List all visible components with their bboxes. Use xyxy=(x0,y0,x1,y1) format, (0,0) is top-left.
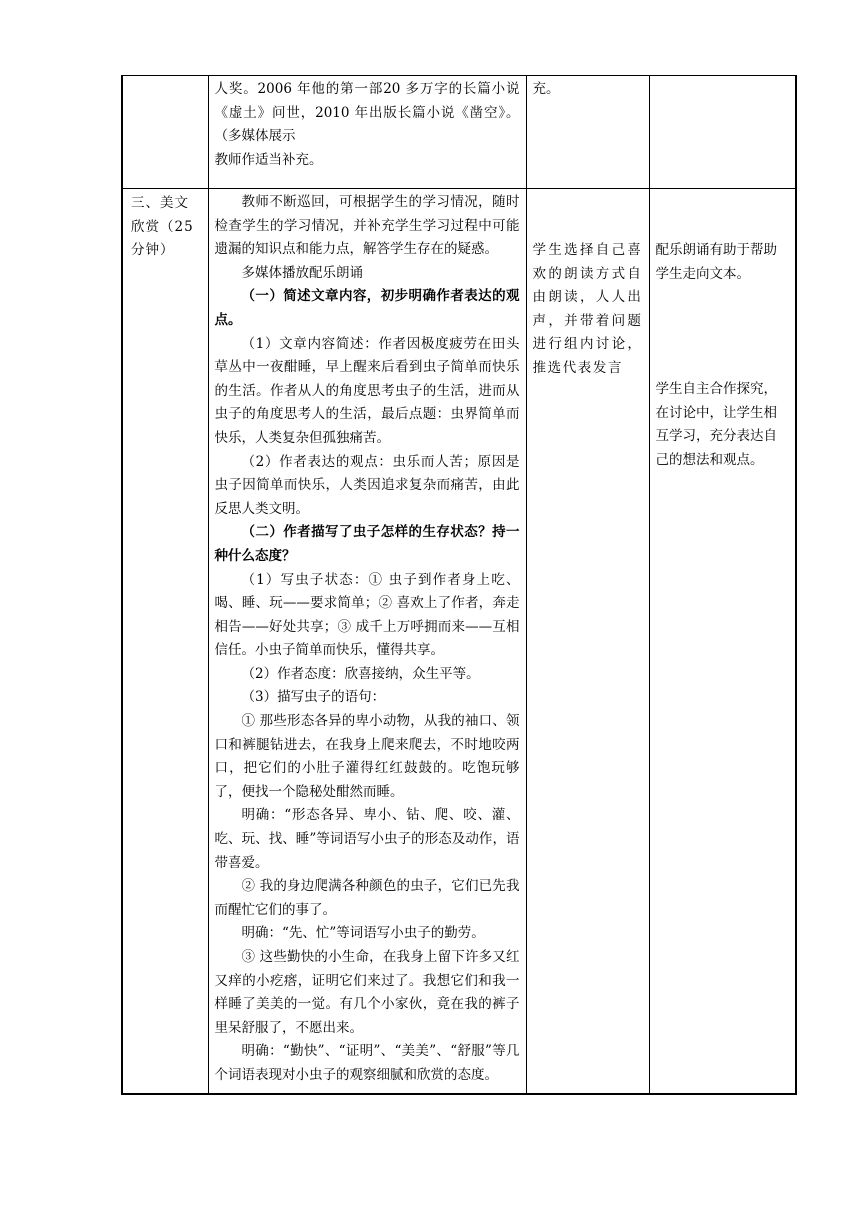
student-activity-cell xyxy=(526,76,649,189)
teacher-activity-cell xyxy=(208,189,526,1094)
content-paragraph: 人奖。2006 年他的第一部20 多万字的长篇小说《虚土》问世，2010 年出版长篇小说《凿空》。（多媒体展示 xyxy=(214,81,520,145)
answer-paragraph: 明确：“勤快”、“证明”、“美美”、“舒服”等几个词语表现对小虫子的观察细腻和欣赏的态度。 xyxy=(214,1043,520,1083)
design-intent-text: 配乐朗诵有助于帮助学生走向文本。 xyxy=(655,242,777,282)
table-row xyxy=(122,189,796,1094)
section-heading: （二）作者描写了虫子怎样的生存状态？持一种什么态度？ xyxy=(214,524,520,564)
stage-label xyxy=(123,76,208,79)
stage-label: 三、美文欣赏（25 分钟） xyxy=(131,195,194,259)
stage-cell xyxy=(122,189,208,1094)
answer-paragraph: 明确：“形态各异、卑小、钻、爬、咬、灌、吃、玩、找、睡”等词语写小虫子的形态及动作，语带喜爱。 xyxy=(214,807,520,871)
content-paragraph: （2）作者态度：欣喜接纳，众生平等。 xyxy=(241,665,480,682)
design-intent-cell xyxy=(649,76,796,189)
design-intent-cell xyxy=(649,189,796,1094)
student-activity-text: 充。 xyxy=(532,81,560,97)
table-row xyxy=(122,76,796,189)
student-activity-text: 学生选择自己喜欢的朗读方式自由朗读，人人出声，并带着问题进行组内讨论，推选代表发言 xyxy=(532,242,643,376)
answer-paragraph: 明确：“先、忙”等词语写小虫子的勤劳。 xyxy=(241,925,485,942)
section-heading: （一）简述文章内容，初步明确作者表达的观点。 xyxy=(214,288,520,328)
content-paragraph: （1）写虫子状态：① 虫子到作者身上吃、喝、睡、玩——要求简单；② 喜欢上了作者，奔走相告——好处共享；③ 成千上万呼拥而来——互相信任。小虫子简单而快乐，懂得共享。 xyxy=(214,571,520,659)
quote-paragraph: ③ 这些勤快的小生命，在我身上留下许多又红又痒的小疙瘩，证明它们来过了。我想它们和我一样睡了美美的一觉。有几个小家伙，竟在我的裤子里呆舒服了，不愿出来。 xyxy=(214,949,520,1036)
quote-paragraph: ② 我的身边爬满各种颜色的虫子，它们已先我而醒忙它们的事了。 xyxy=(214,878,520,918)
student-activity-cell xyxy=(526,189,649,1094)
content-paragraph: （3）描写虫子的语句： xyxy=(241,689,386,706)
media-note: 多媒体播放配乐朗诵 xyxy=(241,264,363,281)
stage-cell xyxy=(122,76,208,189)
content-paragraph: 教师不断巡回，可根据学生的学习情况，随时检查学生的学习情况，并补充学生学习过程中可能遗漏的知识点和能力点，解答学生存在的疑惑。 xyxy=(214,194,520,258)
design-intent-text: 学生自主合作探究，在讨论中，让学生相互学习，充分表达自己的想法和观点。 xyxy=(655,381,777,468)
quote-paragraph: ① 那些形态各异的卑小动物，从我的袖口、领口和裤腿钻进去，在我身上爬来爬去，不时地咬两口，把它们的小肚子灌得红红鼓鼓的。吃饱玩够了，便找一个隐秘处酣然而睡。 xyxy=(214,713,520,800)
lesson-plan-table xyxy=(121,75,797,1095)
content-paragraph: （2）作者表达的观点：虫乐而人苦；原因是虫子因简单而快乐，人类因追求复杂而痛苦，由此反思人类文明。 xyxy=(214,453,520,517)
content-paragraph: 教师作适当补充。 xyxy=(214,151,323,168)
teacher-activity-cell xyxy=(208,76,526,189)
content-paragraph: （1）文章内容简述：作者因极度疲劳在田头草丛中一夜酣睡，早上醒来后看到虫子简单而快乐的生活。作者从人的角度思考虫子的生活，进而从虫子的角度思考人的生活，最后点题：虫界简单而快乐，人类复杂但孤独痛苦。 xyxy=(214,335,520,446)
design-intent-text xyxy=(650,76,796,78)
